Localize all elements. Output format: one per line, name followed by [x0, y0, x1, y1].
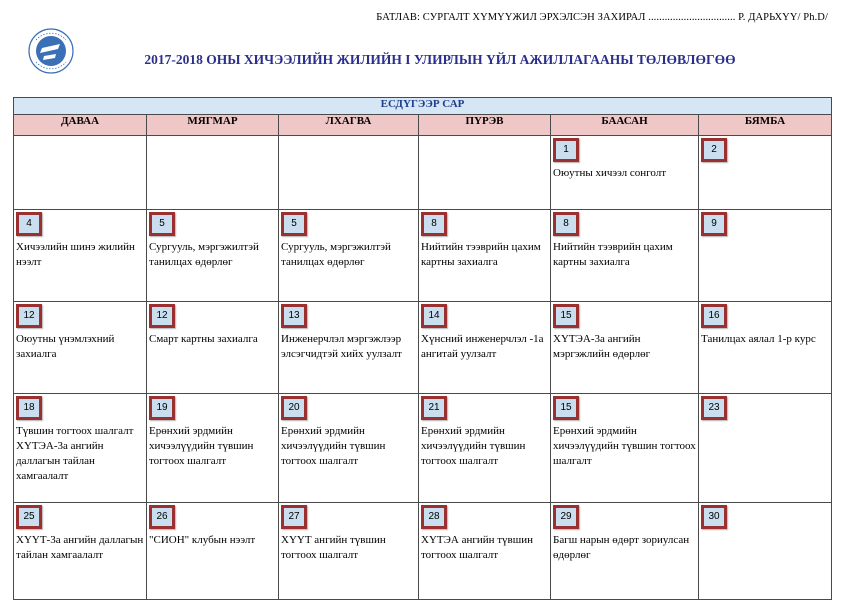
date-number: 29 — [553, 505, 579, 529]
event-text: ХҮҮТ ангийн түвшин тогтоох шалгалт — [281, 534, 386, 561]
date-number: 15 — [553, 396, 579, 420]
calendar-cell-wednesday — [279, 136, 419, 210]
date-number: 19 — [149, 396, 175, 420]
week-row — [14, 503, 832, 600]
page-title: 2017-2018 ОНЫ ХИЧЭЭЛИЙН ЖИЛИЙН I УЛИРЛЫН ҮЙЛ АЖИЛЛАГААНЫ ТӨЛӨВЛӨГӨӨ — [144, 52, 736, 67]
date-number: 30 — [701, 505, 727, 529]
calendar-cell-monday — [14, 136, 147, 210]
calendar-cell-thursday — [419, 503, 551, 600]
day-header-friday: БААСАН — [551, 115, 699, 136]
event-text: ХҮТЭА-3а ангийн мэргэжлийн өдөрлөг — [553, 333, 651, 360]
day-header-tuesday: МЯГМАР — [147, 115, 279, 136]
date-number: 26 — [149, 505, 175, 529]
event-text: Нийтийн тээврийн цахим картны захиалга — [421, 241, 541, 268]
calendar-table — [13, 97, 832, 600]
date-number: 9 — [701, 212, 727, 236]
calendar-cell-saturday — [699, 210, 832, 302]
date-number: 8 — [421, 212, 447, 236]
event-text: Түвшин тогтоох шалгалт ХҮТЭА-3а ангийн даллагын тайлан хамгаалалт — [16, 425, 134, 482]
week-row — [14, 210, 832, 302]
calendar-cell-tuesday — [147, 503, 279, 600]
date-number: 8 — [553, 212, 579, 236]
date-number: 25 — [16, 505, 42, 529]
calendar-cell-tuesday — [147, 136, 279, 210]
event-text: Хүнсний инженерчлэл -1а ангитай уулзалт — [421, 333, 544, 360]
calendar-cell-thursday — [419, 210, 551, 302]
calendar-cell-monday — [14, 302, 147, 394]
event-text: Ерөнхий эрдмийн хичээлүүдийн түвшин тогтоох шалгалт — [421, 425, 526, 467]
calendar-cell-thursday — [419, 394, 551, 503]
calendar-cell-friday — [551, 503, 699, 600]
event-text: "СИОН" клубын нээлт — [149, 534, 256, 546]
calendar-cell-tuesday — [147, 394, 279, 503]
date-number: 1 — [553, 138, 579, 162]
date-number: 20 — [281, 396, 307, 420]
event-text: Багш нарын өдөрт зориулсан өдөрлөг — [553, 534, 690, 561]
calendar-cell-monday — [14, 210, 147, 302]
date-number: 12 — [16, 304, 42, 328]
date-number: 4 — [16, 212, 42, 236]
calendar-cell-saturday — [699, 394, 832, 503]
event-text: Ерөнхий эрдмийн хичээлүүдийн түвшин тогтоох шалгалт — [553, 425, 696, 467]
event-text: Сургууль, мэргэжилтэй танилцах өдөрлөг — [281, 241, 391, 268]
event-text: Оюутны үнэмлэхний захиалга — [16, 333, 115, 360]
event-text: Ерөнхий эрдмийн хичээлүүдийн түвшин тогтоох шалгалт — [149, 425, 254, 467]
date-number: 2 — [701, 138, 727, 162]
calendar-cell-saturday — [699, 503, 832, 600]
event-text: ХҮТЭА ангийн түвшин тогтоох шалгалт — [421, 534, 533, 561]
calendar-cell-wednesday — [279, 394, 419, 503]
month-header: ЕСДҮГЭЭР САР — [14, 98, 832, 115]
institute-logo-icon — [26, 26, 76, 76]
event-text: Танилцах аялал 1-р курс — [701, 333, 816, 345]
calendar-cell-friday — [551, 302, 699, 394]
event-text: Ерөнхий эрдмийн хичээлүүдийн түвшин тогтоох шалгалт — [281, 425, 386, 467]
day-header-saturday: БЯМБА — [699, 115, 832, 136]
calendar-cell-friday — [551, 210, 699, 302]
calendar-cell-thursday — [419, 136, 551, 210]
date-number: 5 — [281, 212, 307, 236]
calendar-cell-wednesday — [279, 503, 419, 600]
date-number: 18 — [16, 396, 42, 420]
event-text: Смарт картны захиалга — [149, 333, 258, 345]
day-header-wednesday: ЛХАГВА — [279, 115, 419, 136]
date-number: 23 — [701, 396, 727, 420]
date-number: 12 — [149, 304, 175, 328]
date-number: 5 — [149, 212, 175, 236]
event-text: Сургууль, мэргэжилтэй танилцах өдөрлөг — [149, 241, 259, 268]
week-row — [14, 136, 832, 210]
day-header-thursday: ПҮРЭВ — [419, 115, 551, 136]
calendar-cell-wednesday — [279, 302, 419, 394]
date-number: 16 — [701, 304, 727, 328]
calendar-cell-tuesday — [147, 210, 279, 302]
approval-line: БАТЛАВ: СУРГАЛТ ХҮМҮҮЖИЛ ЭРХЭЛСЭН ЗАХИРАЛ ................................ Р. ДАРЬХҮҮ/ Ph.D/ — [376, 12, 828, 23]
calendar-cell-saturday — [699, 302, 832, 394]
date-number: 27 — [281, 505, 307, 529]
calendar-cell-saturday — [699, 136, 832, 210]
calendar-cell-friday — [551, 394, 699, 503]
date-number: 14 — [421, 304, 447, 328]
day-header-monday: ДАВАА — [14, 115, 147, 136]
date-number: 15 — [553, 304, 579, 328]
date-number: 13 — [281, 304, 307, 328]
event-text: ХҮҮТ-3а ангийн даллагын тайлан хамгаалалт — [16, 534, 144, 561]
calendar-cell-friday — [551, 136, 699, 210]
date-number: 21 — [421, 396, 447, 420]
event-text: Нийтийн тээврийн цахим картны захиалга — [553, 241, 673, 268]
calendar-cell-tuesday — [147, 302, 279, 394]
week-row — [14, 394, 832, 503]
event-text: Хичээлийн шинэ жилийн нээлт — [16, 241, 135, 268]
event-text: Инженерчлэл мэргэжлээр элсэгчидтэй хийх уулзалт — [281, 333, 402, 360]
event-text: Оюутны хичээл сонголт — [553, 167, 667, 179]
week-row — [14, 302, 832, 394]
date-number: 28 — [421, 505, 447, 529]
calendar-cell-monday — [14, 503, 147, 600]
calendar-cell-monday — [14, 394, 147, 503]
calendar-cell-thursday — [419, 302, 551, 394]
calendar-cell-wednesday — [279, 210, 419, 302]
